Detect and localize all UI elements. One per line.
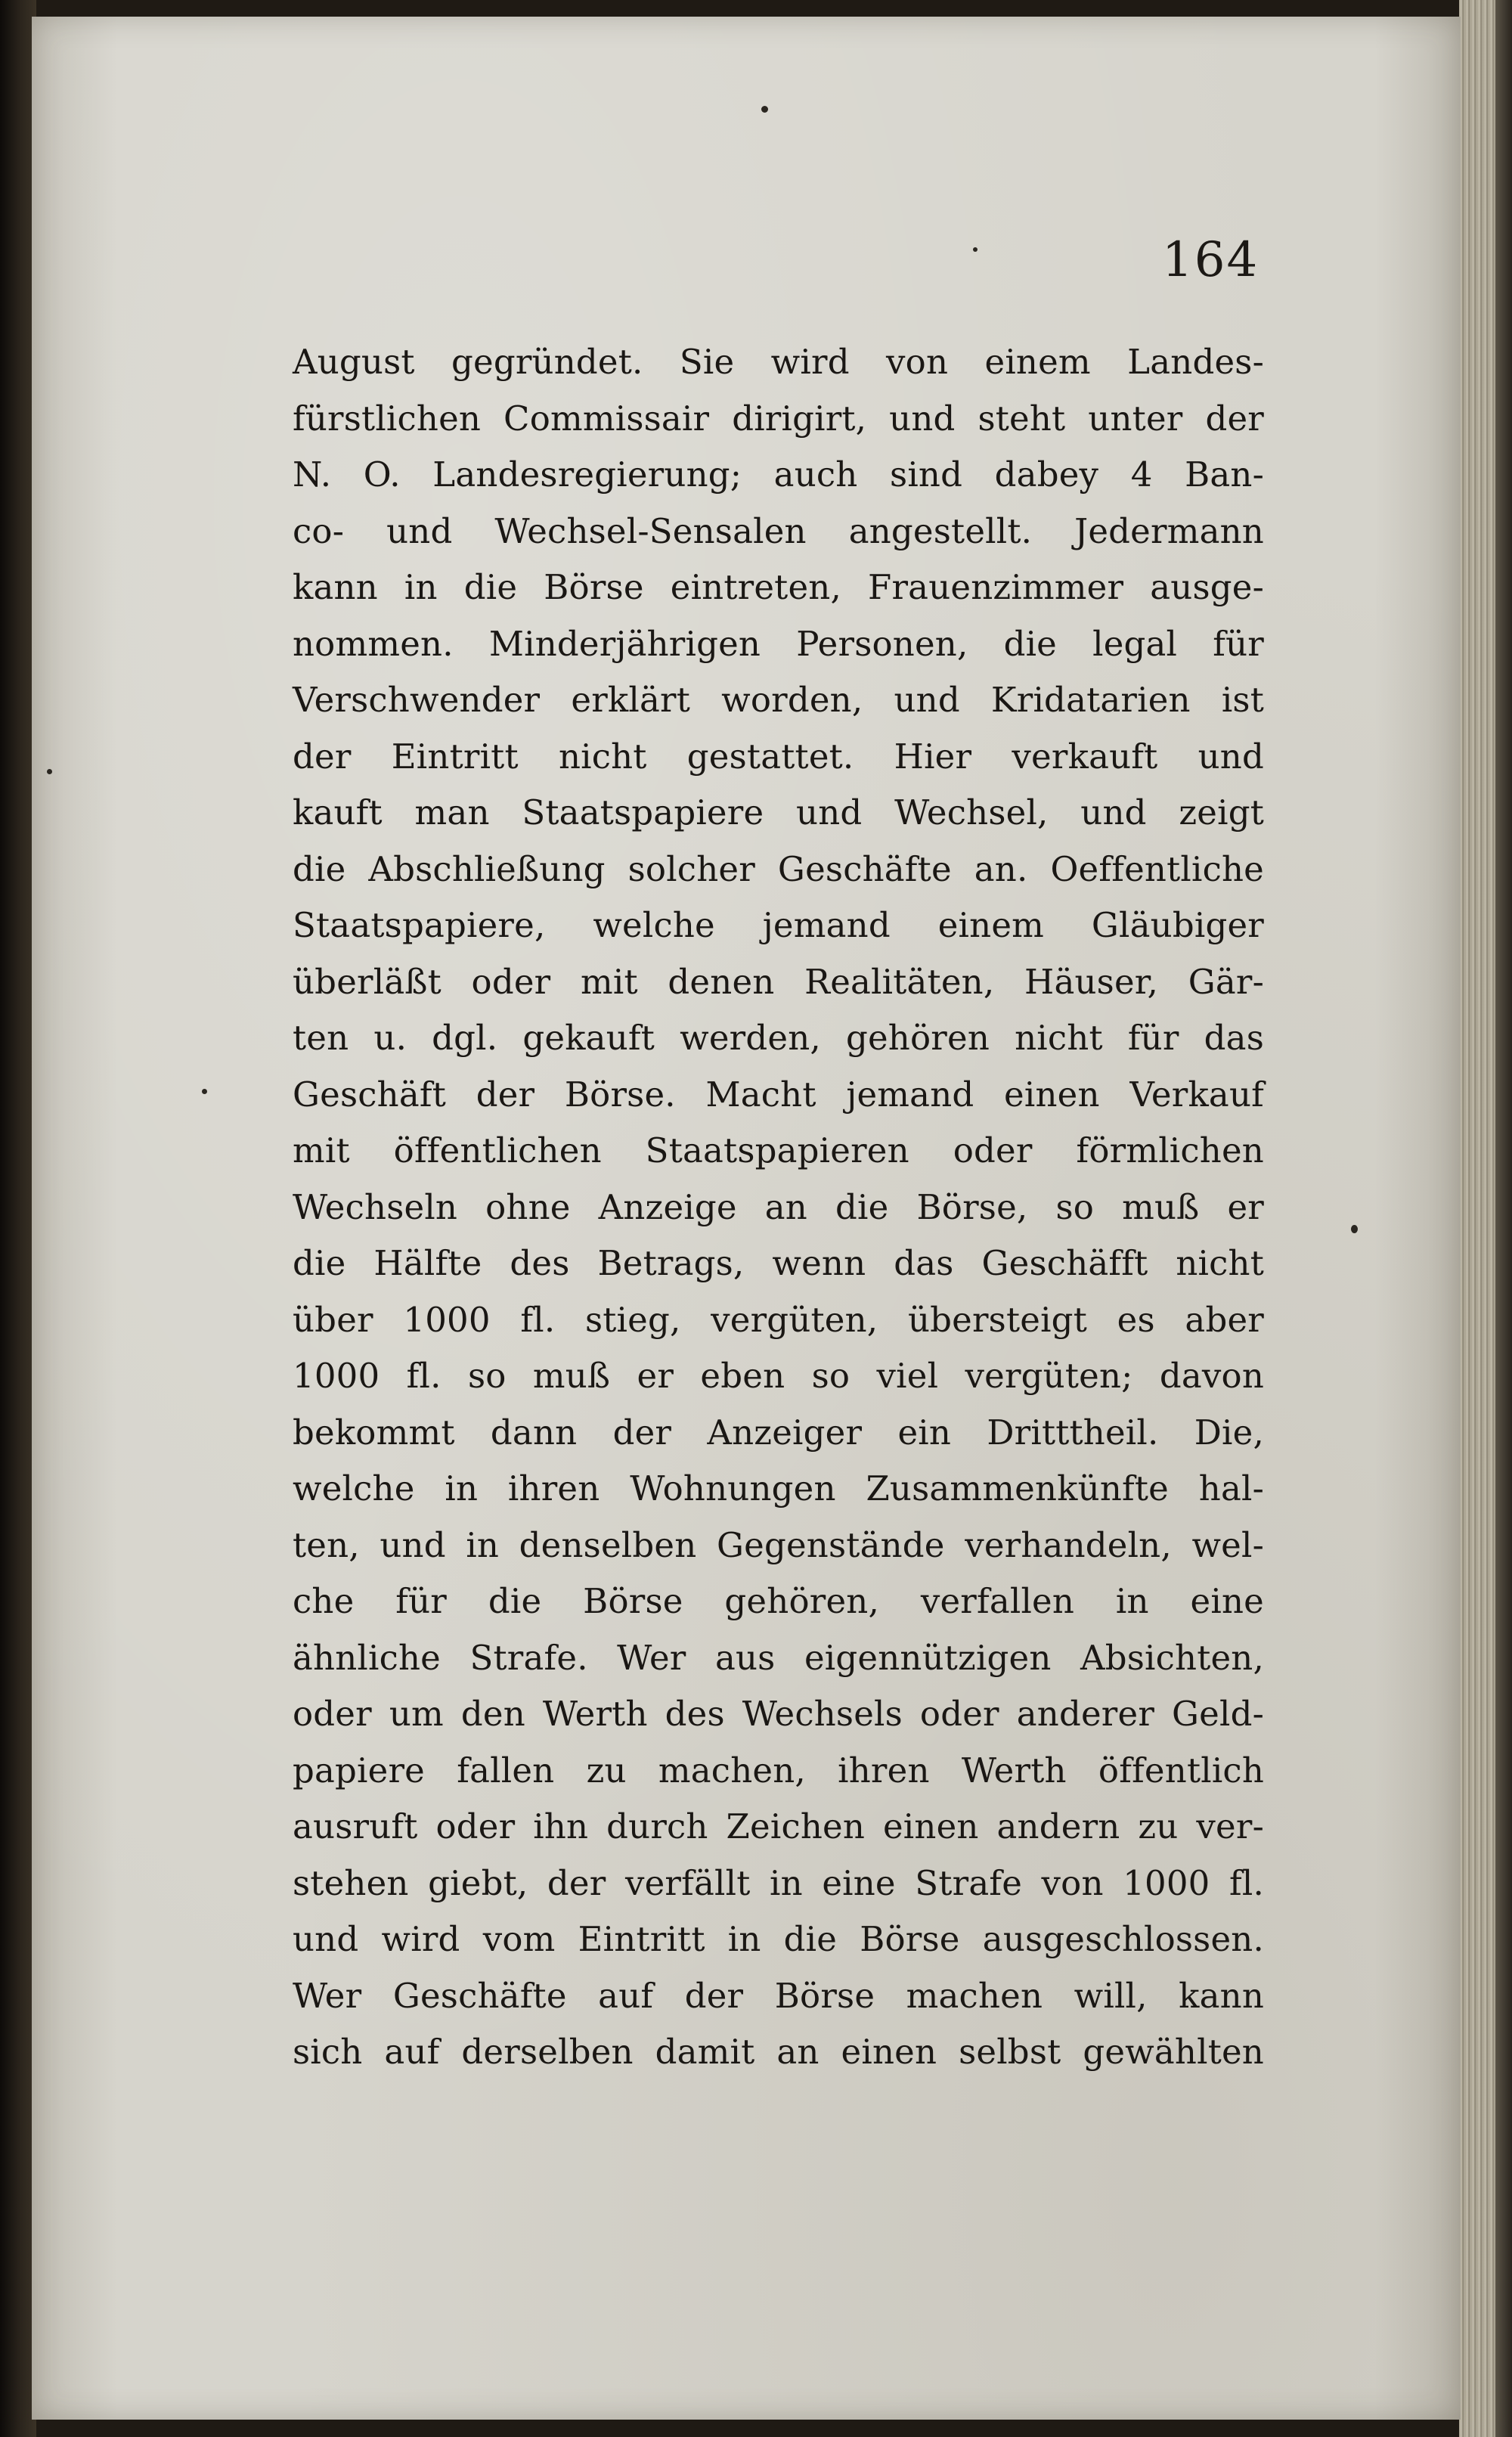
text-line: bekommt dann der Anzeiger ein Dritttheil. Die, [293,1412,1264,1453]
paper-speck [973,247,978,252]
text-line: kann in die Börse eintreten, Frauenzimmer ausge- [293,567,1264,607]
text-line: und wird vom Eintritt in die Börse ausgeschlossen. [293,1919,1264,1959]
text-line: die Hälfte des Betrags, wenn das Geschäfft nicht [293,1243,1264,1283]
text-line: der Eintritt nicht gestattet. Hier verkauft und [293,736,1264,777]
text-line: che für die Börse gehören, verfallen in eine [293,1581,1264,1621]
text-line: Verschwender erklärt worden, und Kridatarien ist [293,680,1264,720]
text-line: die Abschließung solcher Geschäfte an. Oeffentliche [293,848,1264,889]
text-line: nommen. Minderjährigen Personen, die legal für [293,623,1264,664]
text-line: überläßt oder mit denen Realitäten, Häuser, Gär- [293,961,1264,1002]
book-binding [0,0,36,2437]
text-line: fürstlichen Commissair dirigirt, und steht unter der [293,398,1264,439]
paper-speck [1351,1225,1358,1233]
text-line: August gegründet. Sie wird von einem Landes- [293,342,1264,382]
text-line: welche in ihren Wohnungen Zusammenkünfte hal- [293,1468,1264,1508]
paper-speck [202,1089,207,1094]
text-line: Wechseln ohne Anzeige an die Börse, so muß er [293,1186,1264,1227]
text-line: sich auf derselben damit an einen selbst gewählten [293,2032,1264,2072]
text-line: kauft man Staatspapiere und Wechsel, und zeigt [293,792,1264,832]
text-line: ten u. dgl. gekauft werden, gehören nicht für das [293,1018,1264,1058]
text-line: über 1000 fl. stieg, vergüten, übersteigt es aber [293,1299,1264,1340]
text-line: Geschäft der Börse. Macht jemand einen Verkauf [293,1074,1264,1115]
text-line: ausruft oder ihn durch Zeichen einen andern zu ver- [293,1806,1264,1846]
text-line: ten, und in denselben Gegenstände verhandeln, wel- [293,1524,1264,1565]
text-line: N. O. Landesregierung; auch sind dabey 4 Ban- [293,454,1264,495]
text-line: Wer Geschäfte auf der Börse machen will, kann [293,1975,1264,2016]
text-line: papiere fallen zu machen, ihren Werth öffentlich [293,1750,1264,1791]
text-line: oder um den Werth des Wechsels oder anderer Geld- [293,1694,1264,1734]
book-page [32,17,1461,2420]
paper-speck [47,769,52,774]
text-line: mit öffentlichen Staatspapieren oder förmlichen [293,1130,1264,1170]
paper-speck [761,106,768,113]
text-line: ähnliche Strafe. Wer aus eigennützigen Absichten, [293,1637,1264,1678]
body-text [293,334,1264,2081]
text-line: stehen giebt, der verfällt in eine Strafe von 1000 fl. [293,1862,1264,1903]
page-stack-edge [1459,0,1512,2437]
text-line: co- und Wechsel-Sensalen angestellt. Jedermann [293,510,1264,551]
text-line: 1000 fl. so muß er eben so viel vergüten; davon [293,1356,1264,1396]
text-line: Staatspapiere, welche jemand einem Gläubiger [293,905,1264,945]
page-number: 164 [1162,232,1259,288]
